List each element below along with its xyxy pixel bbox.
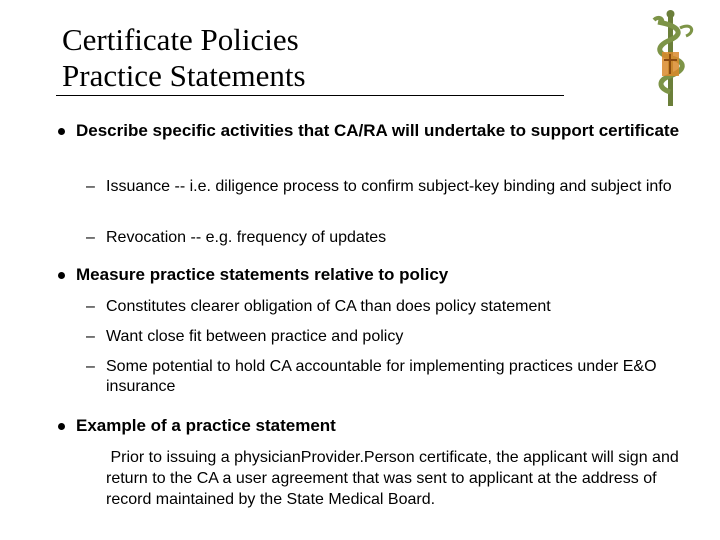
bullet-dot — [58, 272, 65, 279]
title-line-1: Certificate Policies — [62, 22, 299, 57]
sub-accountable: Some potential to hold CA accountable for implementing practices under E&O insurance — [106, 358, 657, 395]
bullet-measure: Measure practice statements relative to policy — [76, 265, 449, 284]
bullet-dot — [58, 423, 65, 430]
sub-obligation: Constitutes clearer obligation of CA than does policy statement — [106, 298, 551, 315]
sub-dash: – — [86, 358, 95, 375]
sub-close-fit: Want close fit between practice and policy — [106, 328, 404, 345]
sub-dash: – — [86, 298, 95, 315]
bullet-example: Example of a practice statement — [76, 416, 336, 435]
sub-revocation: Revocation -- e.g. frequency of updates — [106, 229, 387, 246]
title-underline — [56, 95, 564, 96]
sub-issuance: Issuance -- i.e. diligence process to confirm subject-key binding and subject info — [106, 178, 672, 195]
bullet-dot — [58, 128, 65, 135]
sub-dash: – — [86, 328, 95, 345]
slide-title — [62, 22, 306, 94]
example-text: Prior to issuing a physicianProvider.Person certificate, the applicant will sign and return to the CA a user agreement that was sent to applicant at the address of record maintained by the State Medical Board. — [106, 449, 684, 508]
caduceus-icon — [640, 8, 702, 108]
sub-dash: – — [86, 178, 95, 195]
bullet-describe: Describe specific activities that CA/RA will undertake to support certificate — [76, 121, 680, 140]
title-line-2: Practice Statements — [62, 58, 306, 93]
sub-dash: – — [86, 229, 95, 246]
